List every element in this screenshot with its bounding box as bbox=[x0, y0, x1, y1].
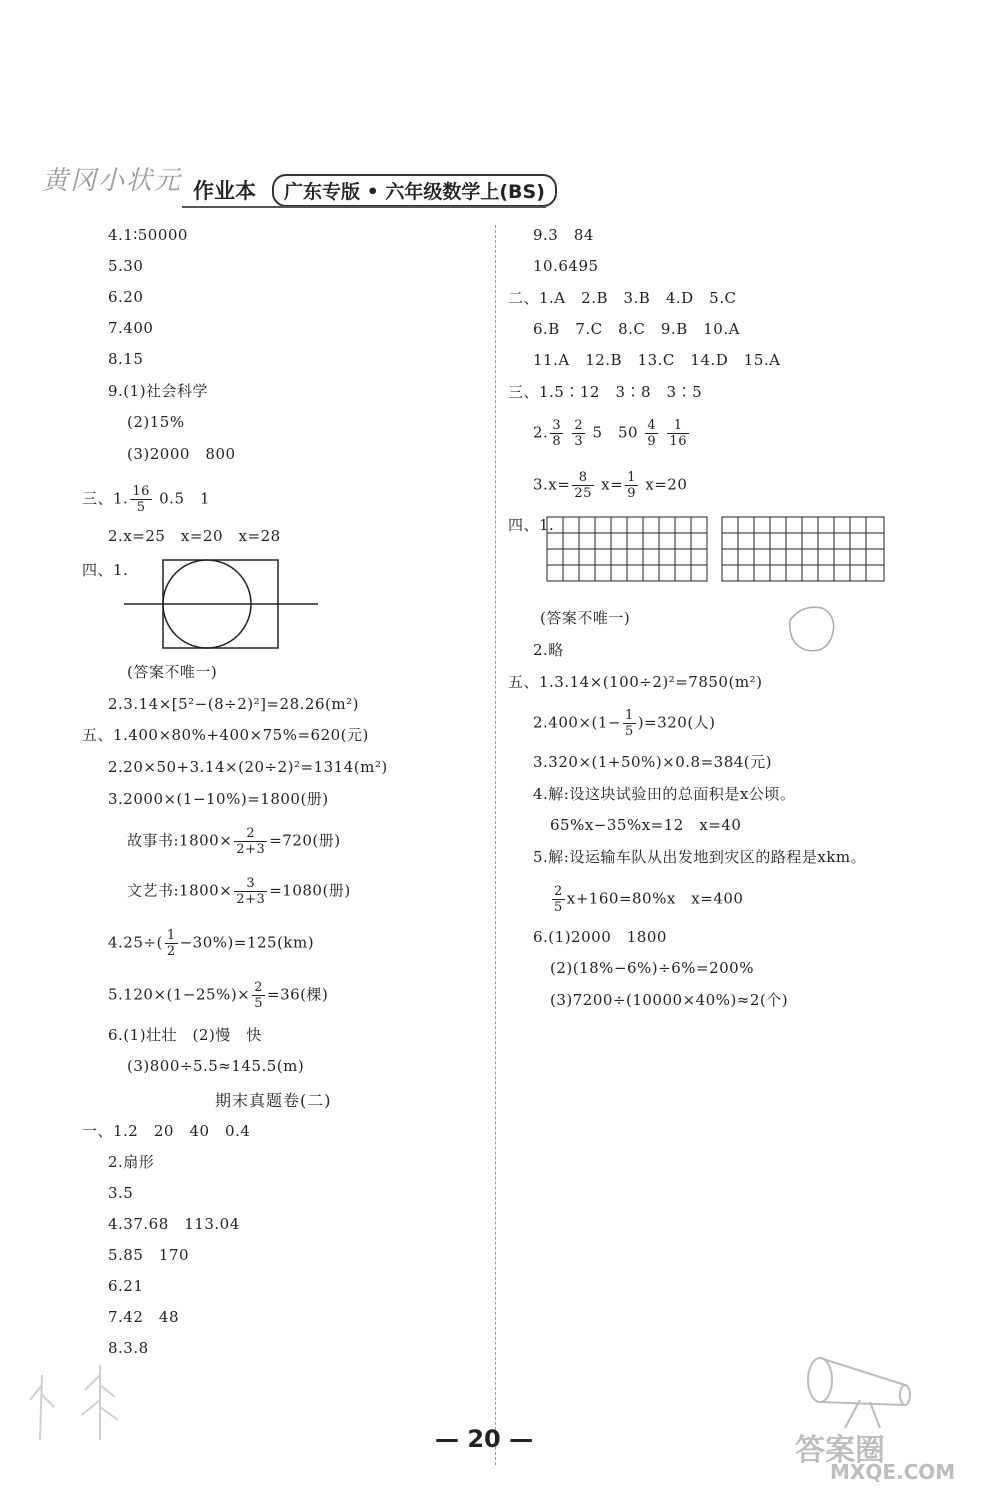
stamp-icon bbox=[782, 600, 842, 660]
answer-line: $\frac{2}{5}$ x+160=80%x x=400 bbox=[554, 884, 744, 915]
answer-line: 2.400×(1− $\frac{1}{5}$ )=320(人) bbox=[533, 708, 716, 739]
tree-sketch-icon bbox=[20, 1345, 160, 1445]
fraction: $\frac{1}{5}$ bbox=[624, 708, 634, 739]
answer-line: 65%x−35%x=12 x=40 bbox=[550, 816, 742, 834]
circle-in-rectangle-diagram bbox=[120, 555, 320, 655]
fraction: $\frac{4}{9}$ bbox=[647, 418, 657, 449]
answer-line: (3)2000 800 bbox=[127, 445, 236, 463]
answer-line: 2.扇形 bbox=[108, 1153, 155, 1171]
fraction: $\frac{1}{2}$ bbox=[166, 928, 176, 959]
answer-line: 2.略 bbox=[533, 641, 564, 659]
answer-line: 四、1. bbox=[508, 516, 555, 534]
answer-line: (2)15% bbox=[127, 413, 185, 431]
fraction: $\frac{1}{9}$ bbox=[627, 470, 636, 501]
page-number: — 20 — bbox=[435, 1425, 534, 1453]
answer-line: (3)800÷5.5≈145.5(m) bbox=[127, 1057, 305, 1075]
answer-line: 故事书:1800× $\frac{2}{2+3}$ =720(册) bbox=[127, 826, 341, 857]
fraction: $\frac{2}{5}$ bbox=[554, 884, 563, 915]
answer-line: (答案不唯一) bbox=[540, 609, 631, 627]
answer-line: 6.(1)2000 1800 bbox=[533, 928, 667, 946]
answer-line: 10.6495 bbox=[533, 257, 599, 275]
answer-line: 3.5 bbox=[108, 1184, 134, 1202]
answer-line: 7.400 bbox=[108, 319, 154, 337]
answer-line: 4.25÷( $\frac{1}{2}$ −30%)=125(km) bbox=[108, 928, 315, 959]
answer-line: 2. $\frac{3}{8}$ $\frac{2}{3}$ 5 50 $\frac{4}{9}$ $\frac{1}{16}$ bbox=[533, 418, 687, 449]
answer-line: 3.2000×(1−10%)=1800(册) bbox=[108, 790, 329, 808]
answer-line: 9.(1)社会科学 bbox=[108, 382, 209, 400]
answer-line: 2.20×50+3.14×(20÷2)²=1314(m²) bbox=[108, 758, 388, 776]
watermark-logo: 答案圈 bbox=[795, 1433, 885, 1468]
answer-line: 5.解:设运输车队从出发地到灾区的路程是xkm。 bbox=[533, 848, 867, 866]
answer-line: 8.3.8 bbox=[108, 1339, 149, 1357]
answer-line: 2.3.14×[5²−(8÷2)²]=28.26(m²) bbox=[108, 695, 359, 713]
answer-line: 5.85 170 bbox=[108, 1246, 190, 1264]
answer-line: 6.21 bbox=[108, 1277, 144, 1295]
answer-line: 7.42 48 bbox=[108, 1308, 179, 1326]
answer-line: 6.20 bbox=[108, 288, 144, 306]
answer-line: (3)7200÷(10000×40%)≈2(个) bbox=[550, 991, 789, 1009]
answer-line: 6.(1)壮壮 (2)慢 快 bbox=[108, 1026, 262, 1044]
answer-line: 三、1. $\frac{16}{5}$ 0.5 1 bbox=[82, 484, 211, 515]
telescope-icon bbox=[800, 1350, 920, 1430]
answer-line: 9.3 84 bbox=[533, 226, 594, 244]
answer-line: 三、1.5∶12 3∶8 3∶5 bbox=[508, 383, 703, 401]
watermark-url: MXQE.COM bbox=[830, 1460, 956, 1484]
column-divider bbox=[495, 225, 496, 1465]
fraction: $\frac{2}{5}$ bbox=[254, 980, 264, 1011]
header-rule bbox=[182, 206, 546, 208]
answer-line: 五、1.400×80%+400×75%=620(元) bbox=[82, 726, 369, 744]
answer-line: 4.解:设这块试验田的总面积是x公顷。 bbox=[533, 785, 796, 803]
answer-line: 5.120×(1−25%)× $\frac{2}{5}$ =36(棵) bbox=[108, 980, 329, 1011]
answer-line: 3.320×(1+50%)×0.8=384(元) bbox=[533, 753, 772, 771]
book-title: 作业本 bbox=[193, 179, 256, 203]
answer-line: (答案不唯一) bbox=[127, 663, 218, 681]
book-subtitle: 广东专版 • 六年级数学上(BS) bbox=[272, 174, 557, 207]
answer-line: 四、1. bbox=[82, 561, 129, 579]
fraction: $\frac{3}{8}$ bbox=[552, 418, 562, 449]
answer-line: 6.B 7.C 8.C 9.B 10.A bbox=[533, 320, 740, 338]
answer-line: 二、1.A 2.B 3.B 4.D 5.C bbox=[508, 289, 737, 307]
answer-line: 五、1.3.14×(100÷2)²=7850(m²) bbox=[508, 673, 763, 691]
answer-line: (2)(18%−6%)÷6%=200% bbox=[550, 959, 754, 977]
grid-figure-right bbox=[721, 516, 885, 582]
brand-logo: 黄冈小状元 bbox=[42, 166, 183, 196]
answer-line: 5.30 bbox=[108, 257, 144, 275]
fraction: $\frac{3}{2+3}$ bbox=[236, 876, 266, 907]
fraction: $\frac{16}{5}$ bbox=[132, 484, 150, 515]
answer-line: 2.x=25 x=20 x=28 bbox=[108, 527, 281, 545]
answer-line: 11.A 12.B 13.C 14.D 15.A bbox=[533, 351, 781, 369]
fraction: $\frac{8}{25}$ bbox=[574, 470, 592, 501]
answer-line: 4.1∶50000 bbox=[108, 226, 188, 244]
grid-figure-left bbox=[546, 516, 708, 582]
answer-line: 8.15 bbox=[108, 350, 144, 368]
section-title: 期末真题卷(二) bbox=[215, 1091, 332, 1110]
fraction: $\frac{2}{2+3}$ bbox=[236, 826, 266, 857]
answer-line: 文艺书:1800× $\frac{3}{2+3}$ =1080(册) bbox=[127, 876, 351, 907]
answer-line: 3.x= $\frac{8}{25}$ x= $\frac{1}{9}$ x=20 bbox=[533, 470, 688, 501]
fraction: $\frac{2}{3}$ bbox=[574, 418, 584, 449]
answer-line: 4.37.68 113.04 bbox=[108, 1215, 240, 1233]
answer-line: 一、1.2 20 40 0.4 bbox=[82, 1122, 251, 1140]
fraction: $\frac{1}{16}$ bbox=[669, 418, 687, 449]
